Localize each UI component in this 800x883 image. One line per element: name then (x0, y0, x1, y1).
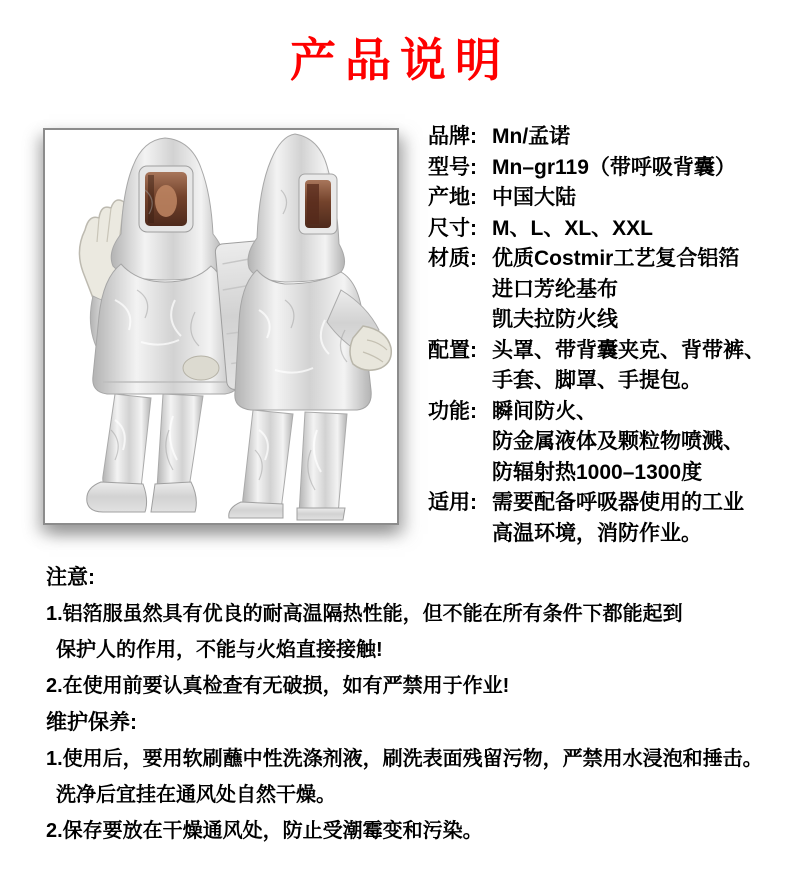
spec-value: 瞬间防火、 (492, 399, 597, 423)
spec-row (428, 397, 793, 428)
pants-side-right (299, 412, 347, 514)
spec-label: 产地: (428, 186, 477, 209)
spec-label: 功能: (428, 399, 477, 423)
spec-label: 品牌: (428, 125, 477, 148)
spec-value: 高温环境，消防作业。 (492, 521, 702, 545)
spec-row (428, 183, 793, 214)
boot-front-right (151, 482, 196, 512)
spec-label: 适用: (428, 491, 477, 514)
spec-value: M、L、XL、XXL (492, 216, 653, 240)
spec-value: 凯夫拉防火线 (492, 308, 618, 331)
spec-list (428, 122, 793, 549)
page-title: 产品说明 (290, 34, 510, 86)
note-line: 洗净后宜挂在通风处自然干燥。 (56, 783, 336, 806)
pants-front-right (157, 394, 203, 488)
spec-row (428, 427, 793, 458)
product-photo (43, 128, 399, 525)
spec-label (428, 305, 492, 336)
boot-side-left (229, 502, 283, 518)
note-line: 保护人的作用，不能与火焰直接接触! (56, 639, 383, 662)
suit-figure-side (215, 134, 392, 520)
boot-front-left (87, 482, 147, 512)
note-section (46, 560, 786, 705)
spec-row (428, 305, 793, 336)
spec-value: Mn–gr119（带呼吸背囊） (492, 155, 736, 179)
spec-row (428, 122, 793, 153)
spec-label (428, 366, 492, 397)
note-heading: 维护保养: (46, 710, 137, 734)
spec-value: Mn/孟诺 (492, 125, 571, 148)
pants-side-left (243, 410, 293, 510)
spec-row (428, 244, 793, 275)
face-behind-visor (155, 185, 177, 217)
spec-label: 尺寸: (428, 216, 477, 240)
suit-figure-front (79, 138, 239, 512)
spec-row (428, 458, 793, 489)
spec-value: 中国大陆 (492, 186, 576, 209)
note-line: 1.使用后，要用软刷蘸中性洗涤剂液，刷洗表面残留污物，严禁用水浸泡和捶击。 (46, 747, 763, 770)
spec-row (428, 488, 793, 519)
boot-side-right (297, 508, 345, 520)
spec-value: 头罩、带背囊夹克、背带裤、 (492, 338, 765, 362)
spec-row (428, 153, 793, 184)
spec-value: 需要配备呼吸器使用的工业 (492, 491, 744, 514)
spec-label (428, 275, 492, 306)
jacket-front (93, 264, 239, 394)
spec-label: 型号: (428, 155, 477, 179)
protective-suits-illustration (45, 130, 397, 523)
note-heading: 注意: (46, 566, 95, 589)
note-line: 1.铝箔服虽然具有优良的耐高温隔热性能，但不能在所有条件下都能起到 (46, 603, 683, 625)
spec-value: 进口芳纶基布 (492, 277, 618, 301)
note-line: 2.在使用前要认真检查有无破损，如有严禁用于作业! (46, 675, 510, 698)
notes-sections (46, 560, 786, 849)
pants-front-left (103, 394, 151, 488)
spec-row (428, 336, 793, 367)
spec-label: 材质: (428, 247, 477, 270)
note-line: 2.保存要放在干燥通风处，防止受潮霉变和污染。 (46, 820, 483, 843)
spec-value: 防金属液体及颗粒物喷溅、 (492, 430, 744, 453)
spec-label (428, 458, 492, 489)
spec-value: 防辐射热1000–1300度 (492, 460, 703, 484)
spec-label (428, 427, 492, 458)
spec-label: 配置: (428, 338, 477, 362)
spec-row (428, 275, 793, 306)
spec-row (428, 519, 793, 550)
spec-value: 手套、脚罩、手提包。 (492, 369, 702, 392)
spec-row (428, 366, 793, 397)
note-section (46, 705, 786, 850)
spec-value: 优质Costmir工艺复合铝箔 (492, 247, 740, 270)
spec-row (428, 214, 793, 245)
spec-label (428, 519, 492, 550)
glove-on-hip (183, 356, 219, 380)
